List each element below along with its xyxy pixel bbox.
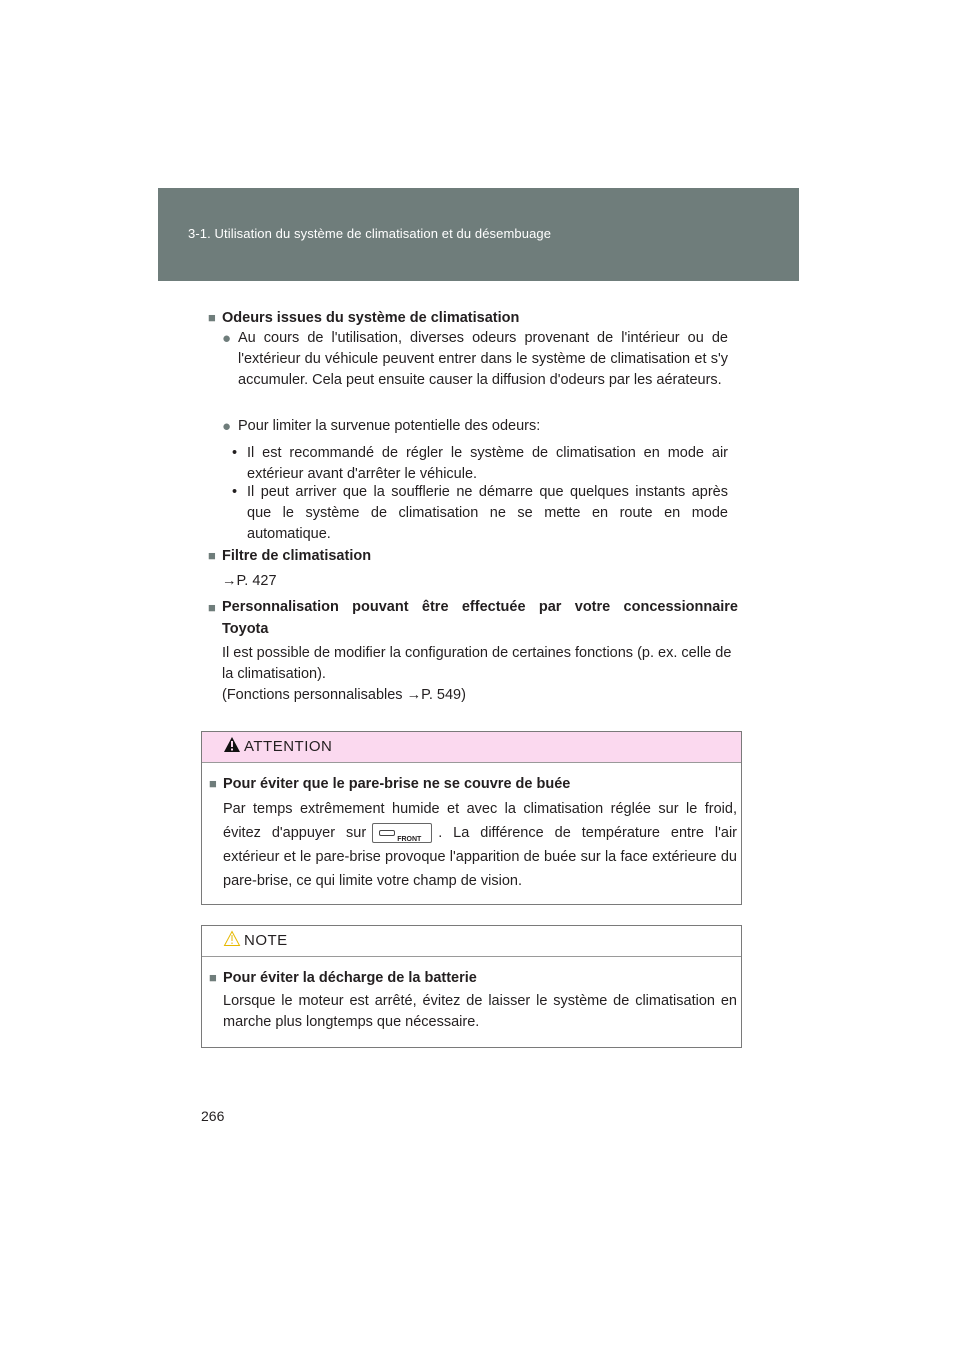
sub-bullet-text: Il peut arriver que la soufflerie ne démarre que quelques instants après que le système de climatisation ne se mette en route en mode automatique. — [247, 484, 728, 542]
front-button-label: FRONT — [397, 836, 422, 844]
section-title-text: Filtre de climatisation — [222, 548, 372, 564]
note-section-text: Pour éviter la décharge de la batterie — [223, 970, 477, 986]
sub-bullet-item — [232, 443, 728, 485]
dot-marker-icon: • — [232, 484, 238, 500]
paragraph-text-ref: (Fonctions personnalisables →P. 549) — [222, 687, 466, 703]
square-bullet-icon: ■ — [208, 548, 216, 563]
attention-box — [201, 731, 742, 905]
square-bullet-icon: ■ — [208, 600, 216, 615]
bullet-text: Au cours de l'utilisation, diverses odeurs provenant de l'intérieur ou de l'extérieur du véhicule peuvent entrer dans le système de climatisation et s'y accumuler. Cela peut ensuite causer la diffusion d'odeurs par les aérateurs. — [238, 330, 728, 388]
note-header — [202, 926, 741, 957]
sub-bullet-item — [232, 482, 728, 545]
note-section-title — [209, 967, 477, 989]
attention-text-before: Par temps extrêmement humide et avec la climatisation réglée sur le froid, évitez d'appuyer sur — [223, 801, 737, 841]
attention-text-after: . La différence de température entre l'air extérieur et le pare-brise provoque l'apparition de buée sur la face extérieure du pare-brise, ce qui limite votre champ de vision. — [223, 825, 737, 889]
front-defroster-button-image — [372, 823, 432, 843]
section-title-perso — [208, 597, 738, 640]
sub-bullet-text: Il est recommandé de régler le système de climatisation en mode air extérieur avant d'arrêter le véhicule. — [247, 445, 728, 482]
page-reference-link[interactable]: →P. 427 — [222, 573, 277, 589]
note-box — [201, 925, 742, 1048]
header-band — [158, 188, 799, 281]
caution-outline-icon — [223, 930, 241, 947]
section-title-odeurs — [208, 307, 519, 329]
section-title-text-line2: Toyota — [222, 621, 269, 637]
paragraph-text: Il est possible de modifier la configuration de certaines fonctions (p. ex. celle de la climatisation). — [222, 645, 732, 682]
circle-bullet-icon: ● — [222, 418, 232, 435]
square-bullet-icon: ■ — [209, 776, 217, 791]
attention-title: ATTENTION — [244, 738, 333, 755]
attention-paragraph — [223, 797, 737, 893]
indicator-light-icon — [379, 830, 395, 836]
attention-section-title — [209, 773, 570, 795]
page-number: 266 — [201, 1108, 225, 1124]
note-title: NOTE — [244, 932, 288, 949]
attention-header — [202, 732, 741, 763]
bullet-text: Pour limiter la survenue potentielle des odeurs: — [238, 418, 541, 434]
section-title-text: Odeurs issues du système de climatisation — [222, 310, 520, 326]
attention-section-text: Pour éviter que le pare-brise ne se couvre de buée — [223, 776, 571, 792]
section-title-filtre — [208, 545, 371, 567]
warning-icon — [223, 736, 241, 753]
paragraph — [222, 643, 738, 706]
square-bullet-icon: ■ — [208, 310, 216, 325]
section-breadcrumb: 3-1. Utilisation du système de climatisation et du désembuage — [188, 226, 552, 241]
note-paragraph: Lorsque le moteur est arrêté, évitez de laisser le système de climatisation en marche plus longtemps que nécessaire. — [223, 993, 737, 1030]
dot-marker-icon: • — [232, 445, 238, 461]
bullet-item — [222, 328, 728, 391]
circle-bullet-icon: ● — [222, 330, 232, 347]
section-title-text: Personnalisation pouvant être effectuée par votre concessionnaire — [222, 599, 738, 615]
square-bullet-icon: ■ — [209, 970, 217, 985]
bullet-item — [222, 416, 728, 437]
